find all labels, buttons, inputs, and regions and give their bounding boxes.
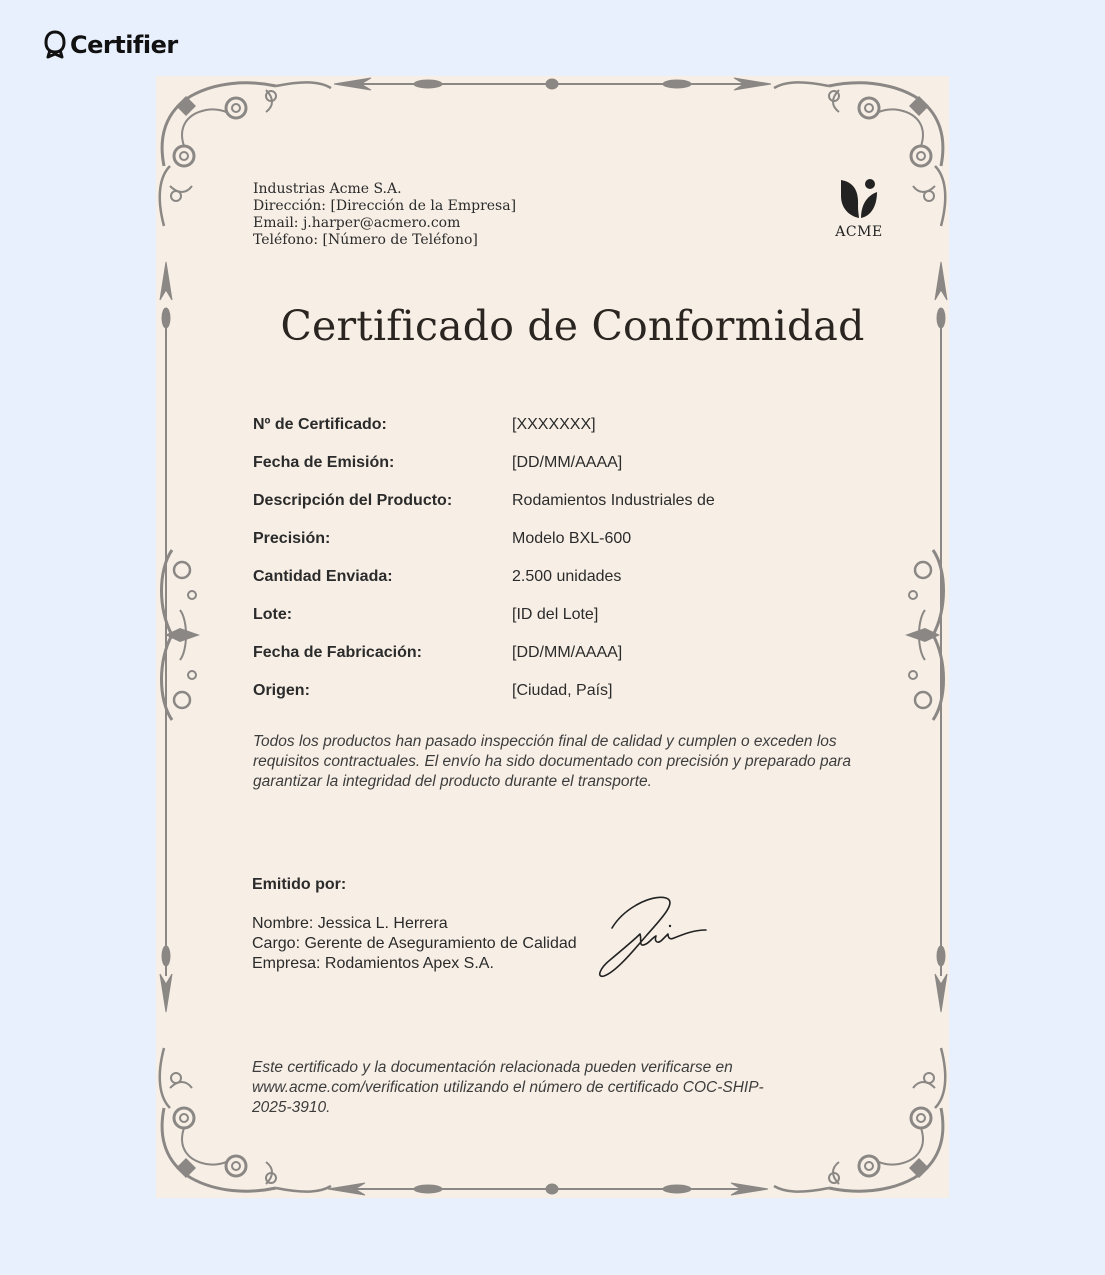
verification-note: Este certificado y la documentación relacionada pueden verificarse en www.acme.com/verification utilizando el número de certificado COC-SHIP-2025-3910. [252, 1059, 764, 1116]
certifier-brand[interactable] [44, 30, 178, 60]
issuer-name: Nombre: Jessica L. Herrera [252, 915, 448, 932]
company-name: Industrias Acme S.A. [253, 181, 402, 197]
signature [594, 888, 710, 982]
brand-name: Certifier [70, 31, 178, 59]
certificate-fields [253, 416, 873, 720]
issuer-role: Cargo: Gerente de Aseguramiento de Calidad [252, 935, 577, 952]
field-label: Lote: [253, 606, 293, 623]
logo-text: ACME [835, 224, 883, 240]
company-info [253, 181, 516, 249]
company-address: Dirección: [Dirección de la Empresa] [253, 198, 517, 214]
compliance-statement: Todos los productos han pasado inspección final de calidad y cumplen o exceden los requisitos contractuales. El envío ha sido documentado con precisión y preparado para garantizar la integridad del producto durante el transporte. [253, 733, 851, 790]
field-label: Fecha de Emisión: [253, 454, 395, 471]
field-row [253, 644, 873, 682]
field-label: Nº de Certificado: [253, 416, 387, 433]
acme-logo [824, 176, 894, 240]
field-label: Fecha de Fabricación: [253, 644, 422, 661]
field-value: [ID del Lote] [512, 606, 599, 623]
field-value: [DD/MM/AAAA] [512, 454, 623, 471]
field-label: Cantidad Enviada: [253, 568, 393, 585]
field-value: 2.500 unidades [512, 568, 622, 585]
field-value: [DD/MM/AAAA] [512, 644, 623, 661]
acme-leaf-icon [839, 176, 879, 220]
certificate-title: Certificado de Conformidad [280, 302, 865, 350]
company-phone: Teléfono: [Número de Teléfono] [253, 232, 478, 248]
issued-by-heading: Emitido por: [252, 876, 347, 893]
field-row [253, 606, 873, 644]
certificate-document [156, 76, 949, 1198]
field-row [253, 682, 873, 720]
field-label: Origen: [253, 682, 310, 699]
field-row [253, 492, 873, 530]
field-value: Rodamientos Industriales de [512, 492, 715, 509]
field-row [253, 416, 873, 454]
field-label: Descripción del Producto: [253, 492, 453, 509]
certifier-logo-icon [44, 30, 66, 60]
field-label: Precisión: [253, 530, 331, 547]
field-row [253, 530, 873, 568]
issuer-details [252, 914, 577, 974]
company-email: Email: j.harper@acmero.com [253, 215, 461, 231]
field-row [253, 454, 873, 492]
field-value: [Ciudad, País] [512, 682, 613, 699]
field-row [253, 568, 873, 606]
field-value: [XXXXXXX] [512, 416, 596, 433]
issuer-company: Empresa: Rodamientos Apex S.A. [252, 955, 494, 972]
field-value: Modelo BXL-600 [512, 530, 632, 547]
